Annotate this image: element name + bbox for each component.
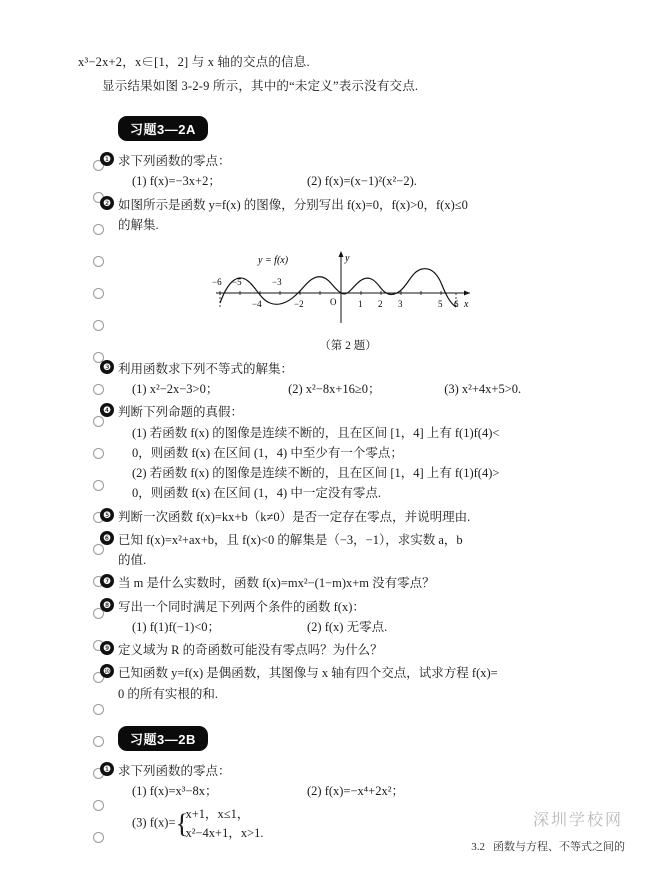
- piecewise-row: x²−4x+1，x>1.: [185, 826, 264, 841]
- exercise-item: [102, 151, 578, 192]
- item-number: ❻: [100, 531, 114, 545]
- item-number: ❷: [100, 196, 114, 210]
- item-part: (2) f(x) 无零点.: [307, 619, 388, 634]
- item-number: ❶: [100, 152, 114, 166]
- item-parts: [118, 617, 578, 637]
- item-stem: 求下列函数的零点：: [118, 154, 231, 168]
- item-number: ❺: [100, 508, 114, 522]
- item-part: (2) f(x)=(x−1)²(x²−2).: [307, 174, 417, 189]
- item-number: ❽: [100, 598, 114, 612]
- item-line: (1) 若函数 f(x) 的图像是连续不断的，且在区间 [1，4] 上有 f(1)f(4)<: [132, 425, 500, 440]
- item-stem-cont: 的解集.: [118, 217, 159, 232]
- function-graph-svg: [198, 241, 498, 329]
- item-part: (3) x²+4x+5>0.: [444, 382, 522, 397]
- svg-text:−5: −5: [232, 277, 242, 287]
- item-stem: 已知 f(x)=x²+ax+b，且 f(x)<0 的解集是（−3，−1），求实数 a，b: [118, 532, 463, 547]
- svg-text:−6: −6: [212, 277, 222, 287]
- exercise-list-b: [102, 761, 578, 843]
- item-parts: [118, 171, 578, 191]
- exercise-item: [102, 359, 578, 400]
- figure-caption: （第 2 题）: [319, 340, 377, 353]
- item-line: 0，则函数 f(x) 在区间 (1，4) 中至少有一个零点；: [132, 445, 403, 460]
- item-number: ❸: [100, 360, 114, 374]
- svg-text:y: y: [345, 253, 350, 264]
- page-footer: [0, 838, 647, 854]
- exercise-item: [102, 663, 578, 704]
- item-line: (2) 若函数 f(x) 的图像是连续不断的，且在区间 [1，4] 上有 f(1)f(4)>: [132, 466, 500, 481]
- item-stem: 当 m 是什么实数时，函数 f(x)=mx²−(1−m)x+m 没有零点？: [118, 576, 435, 591]
- piecewise-row: x+1，x≤1，: [185, 807, 250, 822]
- item-part: (1) x²−2x−3>0；: [132, 382, 219, 397]
- item-line: 0，则函数 f(x) 在区间 (1，4) 中一定没有零点.: [132, 486, 381, 501]
- intro-line-2: 显示结果如图 3-2-9 所示，其中的“未定义”表示没有交点.: [102, 79, 419, 93]
- item-stem: 求下列函数的零点：: [118, 763, 231, 778]
- item-number: ❶: [100, 762, 114, 776]
- section-badge-a: 习题3—2A: [118, 116, 208, 141]
- graph-figure: [118, 241, 578, 356]
- item-number: ❼: [100, 574, 114, 588]
- exercise-item: [102, 530, 578, 571]
- exercise-item: [102, 761, 578, 843]
- item-part: (1) f(1)f(−1)<0；: [132, 619, 221, 634]
- section-badge-b: 习题3—2B: [118, 726, 208, 751]
- section-header-b: [118, 726, 578, 751]
- exercise-list-a: [102, 151, 578, 704]
- item-part: (1) f(x)=−3x+2；: [132, 174, 221, 189]
- item-stem: 判断一次函数 f(x)=kx+b（k≠0）是否一定存在零点，并说明理由.: [118, 509, 471, 524]
- item-parts: [118, 781, 578, 801]
- item-number: ❿: [100, 664, 114, 678]
- svg-text:−2: −2: [294, 299, 304, 309]
- footer-section-number: 3.2: [471, 841, 485, 853]
- curve-label: y = f(x): [258, 255, 289, 266]
- svg-text:−4: −4: [252, 299, 262, 309]
- exercise-item: [102, 597, 578, 638]
- item-stem: 写出一个同时满足下列两个条件的函数 f(x)：: [118, 599, 365, 614]
- piecewise-lead: (3) f(x)=: [132, 816, 176, 830]
- svg-text:x: x: [464, 299, 469, 310]
- exercise-item: [102, 402, 578, 503]
- item-stem: 利用函数求下列不等式的解集：: [118, 361, 294, 376]
- item-part: (2) x²−8x+16≥0；: [288, 382, 381, 397]
- svg-text:5: 5: [438, 299, 443, 309]
- item-number: ❹: [100, 403, 114, 417]
- exercise-item: [102, 640, 578, 660]
- item-stem-cont: 0 的所有实根的和.: [118, 686, 219, 701]
- item-stem: 已知函数 y=f(x) 是偶函数，其图像与 x 轴有四个交点，试求方程 f(x)=: [118, 666, 498, 681]
- item-stem-cont: 的值.: [118, 553, 147, 568]
- svg-text:1: 1: [358, 299, 363, 309]
- section-header-a: [118, 116, 578, 141]
- brace-glyph: {: [175, 808, 189, 839]
- watermark: 深圳学校网: [532, 812, 623, 829]
- intro-line-1: x³−2x+2，x∈[1，2] 与 x 轴的交点的信息.: [78, 55, 310, 69]
- svg-text:3: 3: [398, 299, 403, 309]
- exercise-item: [102, 195, 578, 356]
- svg-text:6: 6: [454, 299, 459, 309]
- item-number: ❾: [100, 641, 114, 655]
- footer-section-title: 函数与方程、不等式之间的: [493, 841, 625, 853]
- item-stem: 定义域为 R 的奇函数可能没有零点吗？为什么？: [118, 643, 383, 658]
- item-part: (2) f(x)=−x⁴+2x²；: [307, 784, 404, 799]
- item-stem: 如图所示是函数 y=f(x) 的图像，分别写出 f(x)=0，f(x)>0，f(x)≤0: [118, 197, 468, 212]
- svg-text:2: 2: [378, 299, 383, 309]
- page-content: [78, 52, 578, 846]
- item-part: (1) f(x)=x³−8x；: [132, 784, 218, 799]
- exercise-item: [102, 507, 578, 527]
- item-stem: 判断下列命题的真假：: [118, 405, 244, 420]
- exercise-item: [102, 573, 578, 593]
- svg-text:O: O: [330, 297, 337, 307]
- item-parts: [118, 379, 578, 399]
- svg-text:−3: −3: [272, 277, 282, 287]
